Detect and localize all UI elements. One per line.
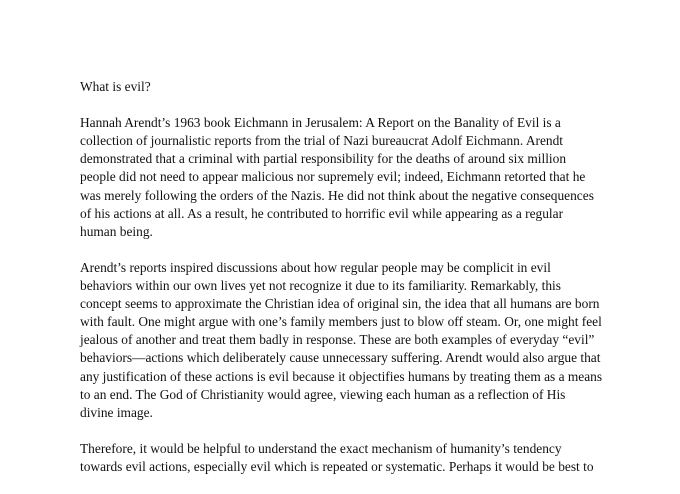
- text-line: jealous of another and treat them badly in response. These are both examples of everyday “evil”: [80, 332, 595, 348]
- text-line: of his actions at all. As a result, he contributed to horrific evil while appearing as a regular: [80, 205, 564, 221]
- text-line: divine image.: [80, 404, 153, 420]
- text-line: concept seems to approximate the Christian idea of original sin, the idea that all humans are born: [80, 296, 600, 312]
- text-line: Arendt’s reports inspired discussions about how regular people may be complicit in evil: [80, 259, 551, 275]
- text-line: Therefore, it would be helpful to understand the exact mechanism of humanity’s tendency: [80, 440, 562, 456]
- text-line: behaviors within our own lives yet not recognize it due to its familiarity. Remarkably, this: [80, 278, 561, 294]
- text-line: human being.: [80, 223, 153, 239]
- text-line: behaviors—actions which deliberately cause unnecessary suffering. Arendt would also argue that: [80, 350, 601, 366]
- text-line: with fault. One might argue with one’s family members just to blow off steam. Or, one might feel: [80, 314, 602, 330]
- text-line: people did not need to appear malicious nor supremely evil; indeed, Eichmann retorted that he: [80, 169, 586, 185]
- paragraph-1: [80, 114, 608, 241]
- text-line: Hannah Arendt’s 1963 book Eichmann in Jerusalem: A Report on the Banality of Evil is a: [80, 115, 561, 131]
- document-body: [80, 78, 608, 494]
- text-line: demonstrated that a criminal with partial responsibility for the deaths of around six million: [80, 151, 567, 167]
- paragraph-2: [80, 259, 608, 422]
- paragraph-3: [80, 440, 608, 476]
- text-line: was merely following the orders of the Nazis. He did not think about the negative consequences: [80, 187, 594, 203]
- text-line: to an end. The God of Christianity would agree, viewing each human as a reflection of His: [80, 386, 566, 402]
- text-line: collection of journalistic reports from the trial of Nazi bureaucrat Adolf Eichmann. Arendt: [80, 133, 564, 149]
- text-line: towards evil actions, especially evil which is repeated or systematic. Perhaps it would be best to: [80, 458, 594, 474]
- text-line: any justification of these actions is evil because it objectifies humans by treating them as a means: [80, 368, 603, 384]
- document-title: What is evil?: [80, 79, 151, 94]
